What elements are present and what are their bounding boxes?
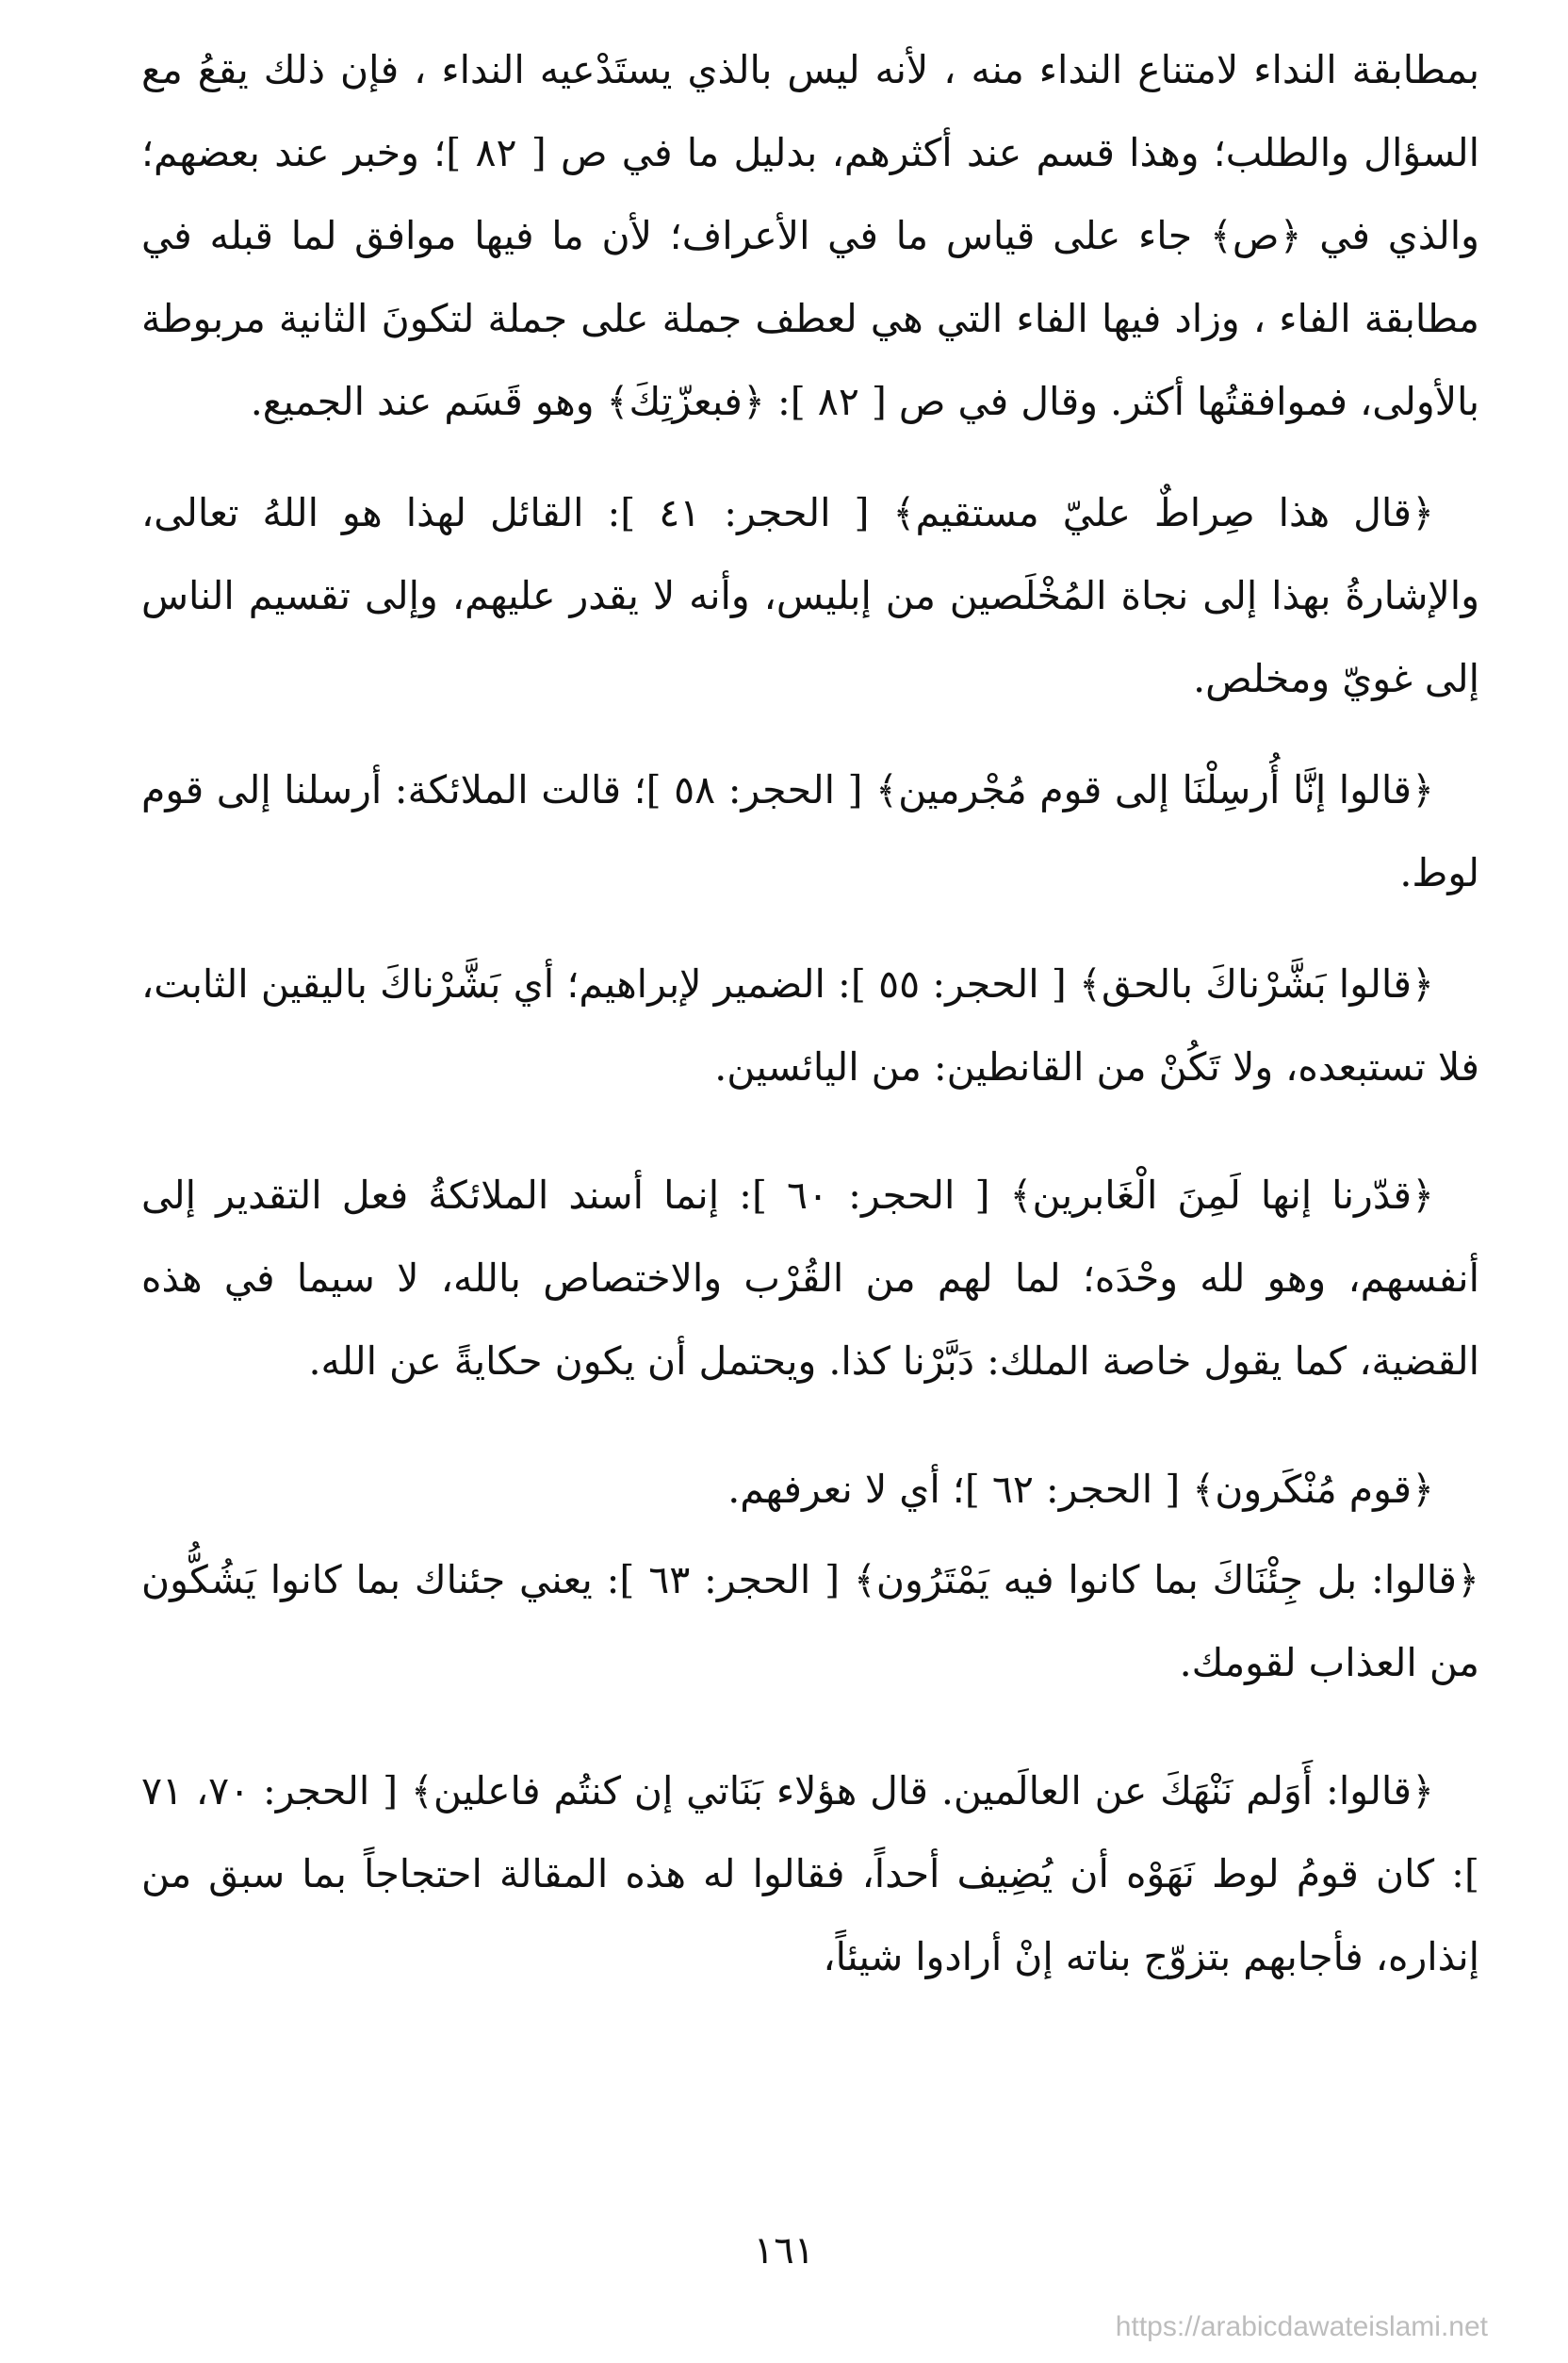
paragraph-4: ﴿قالوا بَشَّرْناكَ بالحق﴾ [ الحجر: ٥٥ ]: الضمير لإبراهيم؛ أي بَشَّرْناكَ باليقين الثابت، فلا تستبعده، ولا تَكُنْ من القانطين: من اليائسين.	[141, 961, 1479, 1090]
paragraph-1: بمطابقة النداء لامتناع النداء منه ، لأنه ليس بالذي يستَدْعيه النداء ، فإن ذلك يقعُ مع السؤال والطلب؛ وهذا قسم عند أكثرهم، بدليل ما في ص [ ٨٢ ]؛ وخبر عند بعضهم؛ والذي في ﴿ص﴾ جاء على قياس ما في الأعراف؛ لأن ما فيها موافق لما قبله في مطابقة الفاء ، وزاد فيها الفاء التي هي لعطف جملة على جملة لتكونَ الثانية مربوطة بالأولى، فموافقتُها أكثر. وقال في ص [ ٨٢ ]: ﴿فبعزّتِكَ﴾ وهو قَسَم عند الجميع.	[141, 47, 1479, 424]
paragraph-8: ﴿قالوا: أَوَلم نَنْهَكَ عن العالَمين. قال هؤلاء بَنَاتي إن كنتُم فاعلين﴾ [ الحجر: ٧٠، ٧١ ]: كان قومُ لوط نَهَوْه أن يُضِيف أحداً، فقالوا له هذه المقالة احتجاجاً بما سبق من إنذاره، فأجابهم بتزوّج بناته إنْ أرادوا شيئاً،	[141, 1768, 1479, 1979]
paragraph-6: ﴿قوم مُنْكَرون﴾ [ الحجر: ٦٢ ]؛ أي لا نعرفهم.	[727, 1467, 1434, 1512]
watermark-url: https://arabicdawateislami.net	[1115, 2311, 1488, 2342]
paragraph-3: ﴿قالوا إنَّا أُرسِلْنَا إلى قوم مُجْرمين﴾ [ الحجر: ٥٨ ]؛ قالت الملائكة: أرسلنا إلى قوم لوط.	[141, 767, 1479, 895]
paragraph-5: ﴿قدّرنا إنها لَمِنَ الْغَابرين﴾ [ الحجر: ٦٠ ]: إنما أسند الملائكةُ فعل التقدير إلى أنفسهم، وهو لله وحْدَه؛ لما لهم من القُرْب والاختصاص بالله، لا سيما في هذه القضية، كما يقول خاصة الملك: دَبَّرْنا كذا. ويحتمل أن يكون حكايةً عن الله.	[141, 1173, 1479, 1384]
page-number: ١٦١	[753, 2229, 815, 2273]
paragraph-7: ﴿قالوا: بل جِئْنَاكَ بما كانوا فيه يَمْتَرُون﴾ [ الحجر: ٦٣ ]: يعني جئناك بما كانوا يَشُكُّون من العذاب لقومك.	[141, 1557, 1480, 1685]
paragraph-2: ﴿قال هذا صِراطٌ عليّ مستقيم﴾ [ الحجر: ٤١ ]: القائل لهذا هو اللهُ تعالى، والإشارةُ بهذا إلى نجاة المُخْلَصين من إبليس، وأنه لا يقدر عليهم، وإلى تقسيم الناس إلى غويّ ومخلص.	[141, 490, 1479, 701]
page-content	[141, 28, 1479, 2272]
